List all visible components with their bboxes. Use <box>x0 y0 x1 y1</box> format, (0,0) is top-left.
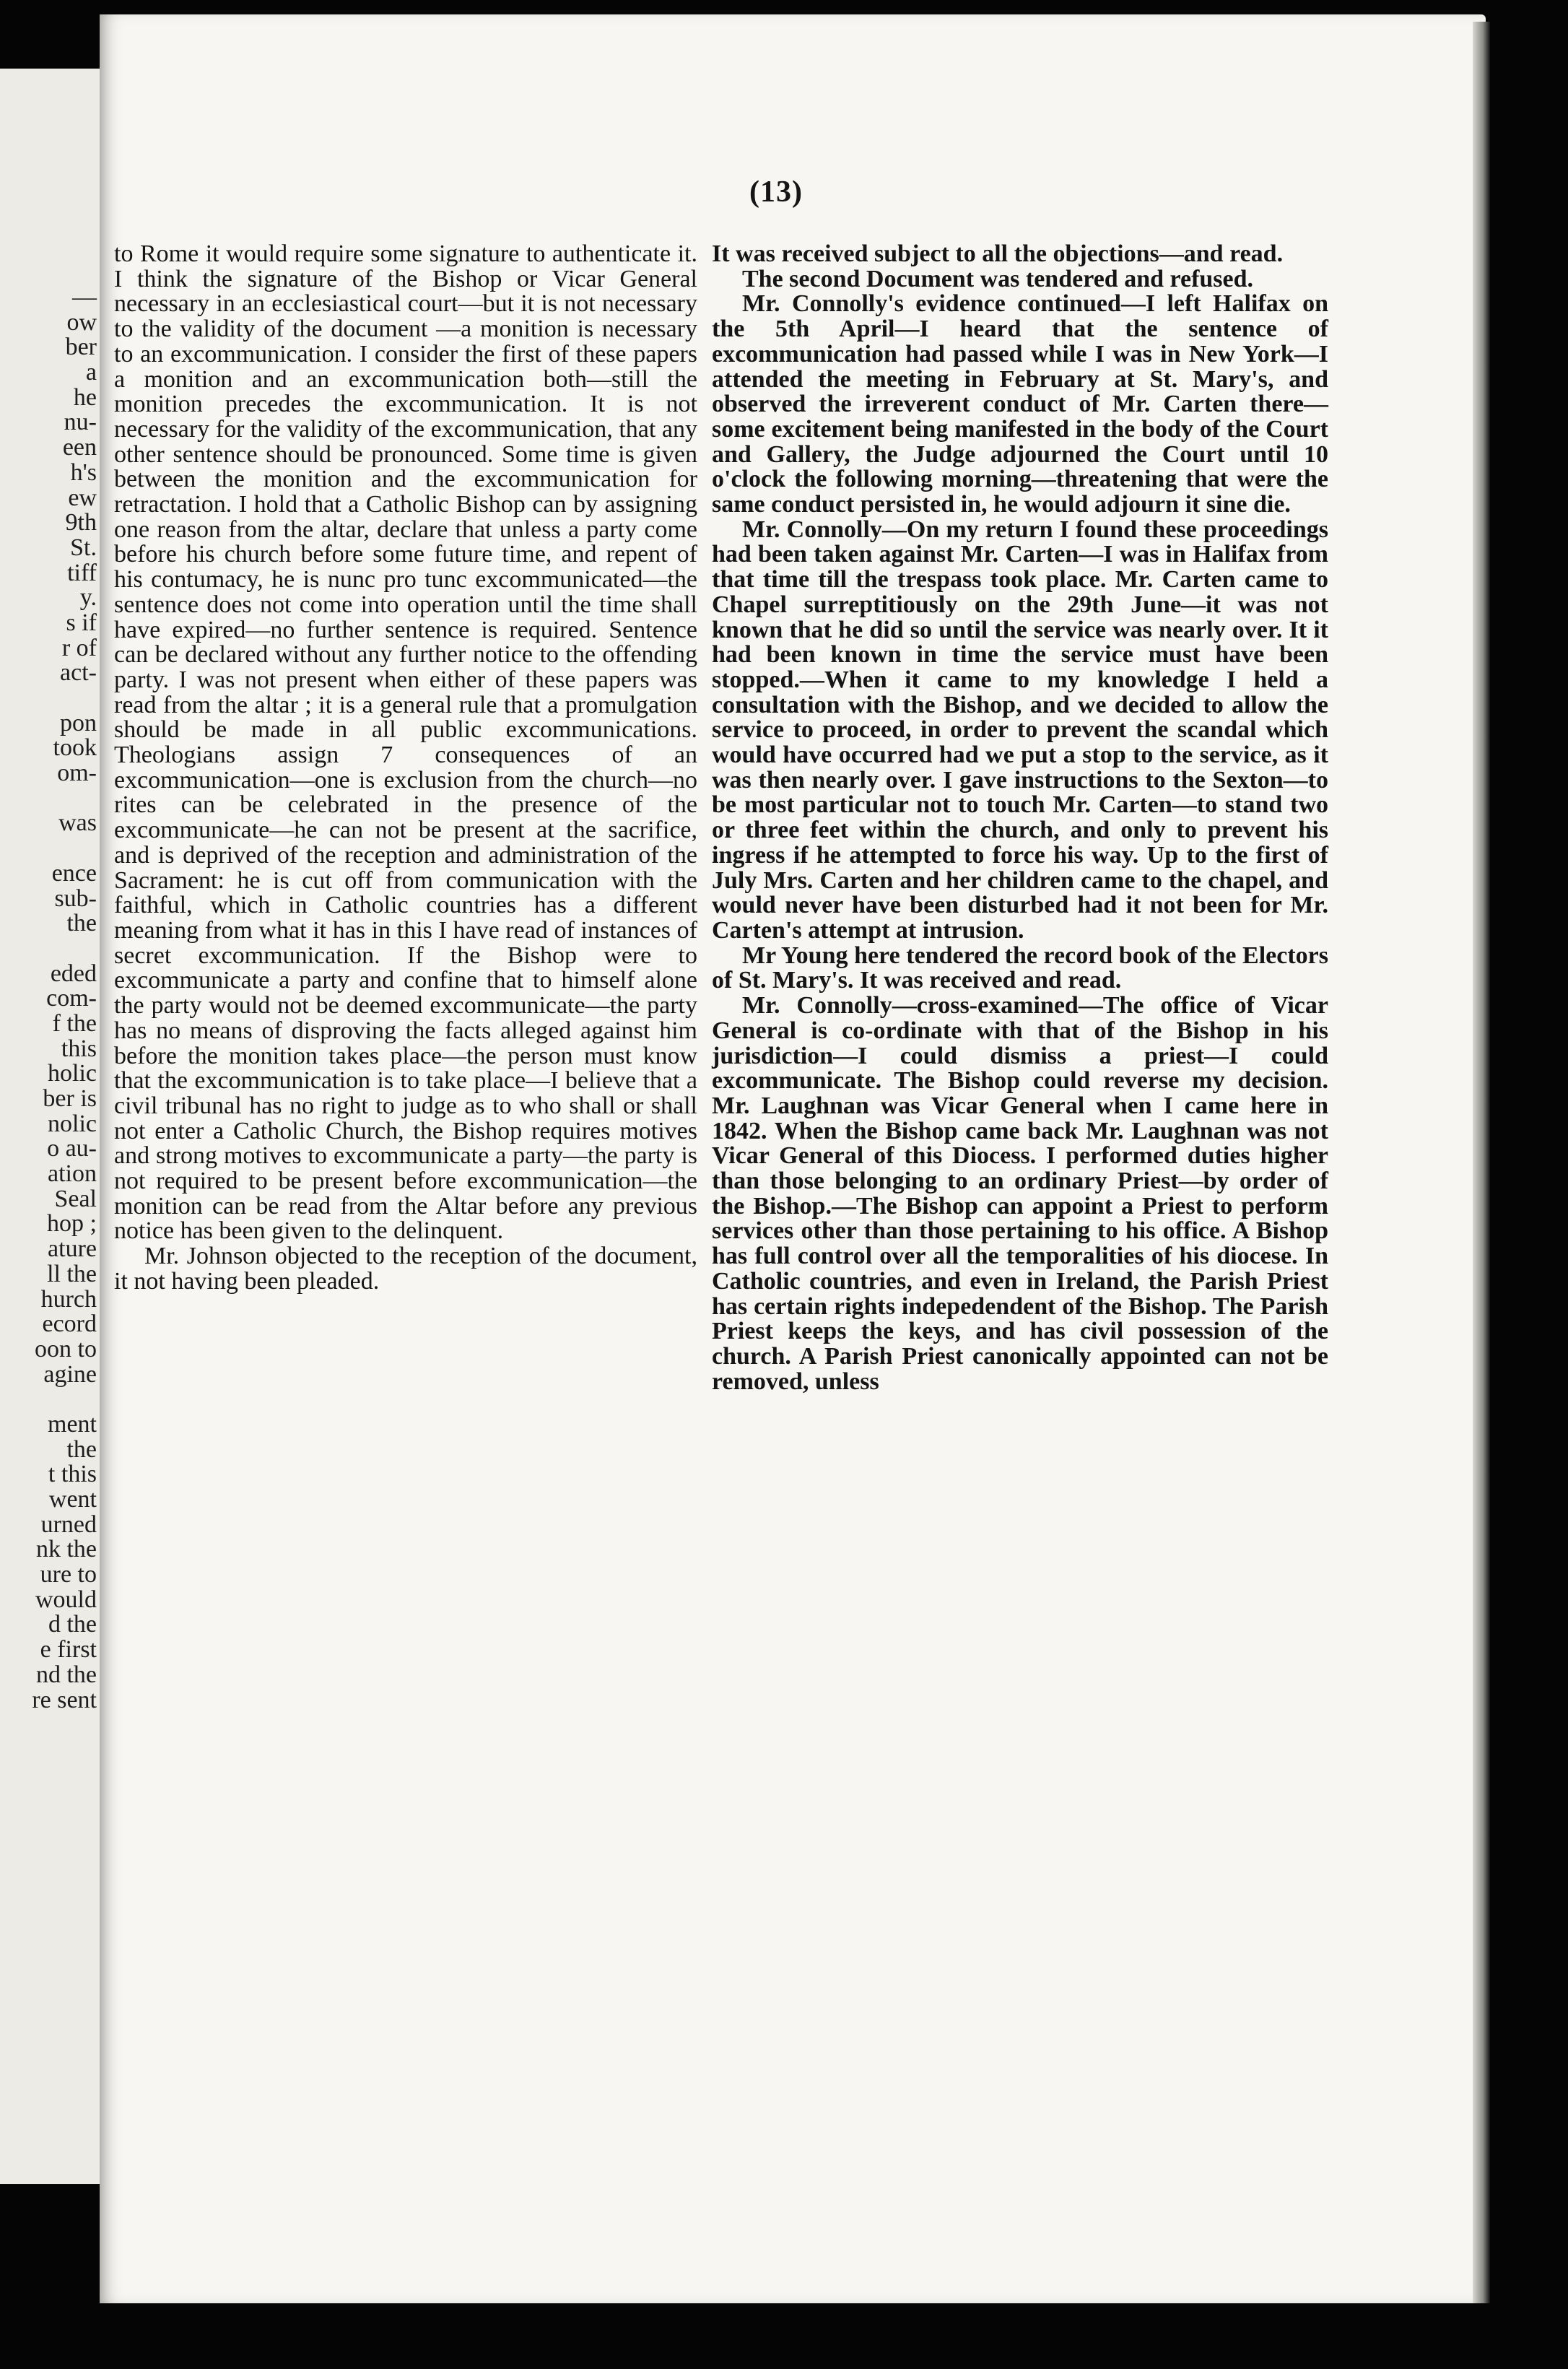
page-edge-shadow <box>1473 22 1490 2303</box>
facing-page-line-fragment <box>0 786 97 812</box>
facing-page-line-fragment: ature <box>48 1235 97 1263</box>
facing-page-line-fragment: holic <box>48 1060 97 1087</box>
facing-page-line-fragment: took <box>53 734 97 762</box>
facing-page-line-fragment: urned <box>40 1510 97 1538</box>
facing-page-line-fragment: the <box>66 1435 97 1463</box>
facing-page-line-fragment: nolic <box>48 1110 97 1137</box>
facing-page-line-fragment: act- <box>60 659 97 687</box>
facing-page-line-fragment: nu- <box>64 409 97 436</box>
facing-page-line-fragment: Seal <box>54 1185 97 1212</box>
facing-page-line-fragment <box>0 1387 97 1412</box>
facing-page-line-fragment: nk the <box>35 1536 97 1563</box>
facing-page-line-fragment: nd the <box>35 1661 97 1688</box>
facing-page-line-fragment: ure to <box>40 1561 97 1588</box>
facing-page-line-fragment: s if <box>66 609 97 636</box>
left-text-column <box>114 242 697 1295</box>
facing-page-line-fragment: o au- <box>47 1135 97 1162</box>
facing-page-line-fragment: ow <box>66 308 97 336</box>
facing-page-line-fragment: sub- <box>54 884 97 912</box>
page-number: (13) <box>749 175 803 209</box>
paragraph: Mr. Johnson objected to the reception of the document, it not having been pleaded. <box>114 1243 697 1295</box>
facing-page-line-fragment: ew <box>68 484 97 511</box>
facing-page-line-fragment: ation <box>48 1160 97 1188</box>
facing-page-text-fragments <box>0 285 97 1713</box>
facing-page-line-fragment: een <box>62 434 97 461</box>
paragraph: The second Document was tendered and refused. <box>742 265 1254 292</box>
facing-page-line-fragment: ment <box>48 1410 97 1438</box>
facing-page-line-fragment <box>0 836 97 861</box>
facing-page-line-fragment: re sent <box>32 1686 97 1713</box>
paragraph: Mr. Connolly's evidence continued—I left Halifax on the 5th April—I heard that the sentence of excommunication had passed while I was in New York—I attended the meeting in February at St. Mary's, and observed the irreverent conduct of Mr. Carten there—some excitement being manifested in the body of the Court and Gallery, the Judge adjourned the Court until 10 o'clock the following morning—threatening that were the same conduct persisted in, he would adjourn it sine die. <box>712 290 1328 518</box>
facing-page-line-fragment: was <box>58 809 97 837</box>
facing-page-line-fragment: went <box>48 1486 97 1513</box>
paragraph: to Rome it would require some signature to authenticate it. I think the signature of the Bishop or Vicar General necessary in an ecclesiastical court—but it is not necessary to the validity of the document —a monition is necessary to an excommunication. I consider the first of these papers a monition and an excommunication both—still the monition precedes the excommunication. It is not necessary for the validity of the excommunication, that any other sentence should be pronounced. Some time is given between the monition and the excommunication for retractation. I hold that a Catholic Bishop can by assigning one reason from the altar, declare that unless a party come before his church before some future time, and repent of his contumacy, he is nunc pro tunc excommunicated—the sentence does not come into operation until the time shall have expired—no further sentence is required. Sentence can be declared without any further notice to the offending party. I was not present when either of these papers was read from the altar ; it is a general rule that a promulgation should be made in all public excommunications. Theologians assign 7 consequences of an excommunication—one is exclusion from the church—no rites can be celebrated in the presence of the excommunicate—he can not be present at the sacrifice, and is deprived of the reception and administration of the Sacrament: he is cut off from communication with the faithful, which in Catholic countries has a different meaning from what it has in this I have read of instances of secret excommunication. If the Bishop were to excommunicate a party and confine that to himself alone the party would not be deemed excommunicate—the party has no means of disproving the facts alleged against him before the monition takes place—the person must know that the excommunication is to take place—I believe that a civil tribunal has no right to judge as to who shall or shall not enter a Catholic Church, the Bishop requires motives and strong motives to excommunicate a party—the party is not required to be present before excommunication—the monition can be read from the Altar before any previous notice has been given to the delinquent. <box>114 240 697 1245</box>
facing-page-line-fragment: tiff <box>67 559 97 586</box>
facing-page-line-fragment: oon to <box>35 1335 97 1362</box>
facing-page-line-fragment: agine <box>43 1360 97 1388</box>
facing-page-line-fragment: the <box>66 910 97 937</box>
facing-page-line-fragment: t this <box>48 1461 97 1488</box>
facing-page-line-fragment: pon <box>60 709 97 736</box>
paragraph: Mr. Connolly—On my return I found these proceedings had been taken against Mr. Carten—I was in Halifax from that time till the trespass took place. Mr. Carten came to Chapel surreptitiously on the 29th June—it was not known that he did so until the service was nearly over. It it had been known in time the service must have been stopped.—When it came to my knowledge I held a consultation with the Bishop, and we decided to allow the service to proceed, in order to prevent the scandal which would have occurred had we put a stop to the service, as it was then nearly over. I gave instructions to the Sexton—to be most particular not to touch Mr. Carten—to stand two or three feet within the church, and only to prevent his ingress if he attempted to force his way. Up to the first of July Mrs. Carten and her children came to the chapel, and would never have been disturbed had it not been for Mr. Carten's attempt at intrusion. <box>712 516 1328 944</box>
facing-page-line-fragment: eded <box>50 960 97 987</box>
facing-page-line-fragment: — <box>72 284 97 310</box>
paragraph: It was received subject to all the objections—and read. <box>712 240 1284 267</box>
facing-page-line-fragment: ence <box>51 859 97 887</box>
right-text-column <box>712 242 1328 1394</box>
facing-page-line-fragment: ber is <box>43 1085 97 1112</box>
facing-page-line-fragment: com- <box>46 985 97 1012</box>
facing-page-line-fragment: hop ; <box>47 1210 97 1238</box>
facing-page-line-fragment: hurch <box>40 1285 97 1313</box>
facing-page-line-fragment: ecord <box>42 1310 97 1338</box>
facing-page-line-fragment: d the <box>48 1611 97 1638</box>
document-page <box>100 14 1486 2303</box>
facing-page-line-fragment: this <box>61 1035 97 1062</box>
facing-page-line-fragment: om- <box>57 760 97 787</box>
facing-page-line-fragment: r of <box>61 634 97 661</box>
facing-page-line-fragment: ber <box>65 334 97 361</box>
paragraph: Mr Young here tendered the record book of the Electors of St. Mary's. It was received and read. <box>712 942 1328 994</box>
facing-page-edge <box>0 69 102 2184</box>
facing-page-line-fragment: he <box>73 383 97 411</box>
facing-page-line-fragment <box>0 936 97 962</box>
facing-page-line-fragment: would <box>35 1586 97 1613</box>
paragraph: Mr. Connolly—cross-examined—The office of Vicar General is co-ordinate with that of the Bishop in his jurisdiction—I could dismiss a priest—I could excommunicate. The Bishop could reverse my decision. Mr. Laughnan was Vicar General when I came here in 1842. When the Bishop came back Mr. Laughnan was not Vicar General of this Diocess. I performed duties higher than those belonging to an ordinary Priest—by order of the Bishop.—The Bishop can appoint a Priest to perform services other than those pertaining to his office. A Bishop has full control over all the temporalities of his diocese. In Catholic countries, and even in Ireland, the Parish Priest has certain rights indepedendent of the Bishop. The Parish Priest keeps the keys, and has civil possession of the church. A Parish Priest canonically appointed can not be removed, unless <box>712 992 1328 1395</box>
facing-page-line-fragment: a <box>85 359 97 386</box>
facing-page-line-fragment: St. <box>70 534 97 561</box>
facing-page-line-fragment <box>0 686 97 711</box>
facing-page-line-fragment: e first <box>40 1636 97 1664</box>
facing-page-line-fragment: h's <box>70 458 97 486</box>
facing-page-line-fragment: f the <box>52 1009 97 1037</box>
facing-page-line-fragment: y. <box>79 584 97 612</box>
facing-page-line-fragment: 9th <box>65 509 97 536</box>
facing-page-line-fragment: ll the <box>47 1260 97 1287</box>
